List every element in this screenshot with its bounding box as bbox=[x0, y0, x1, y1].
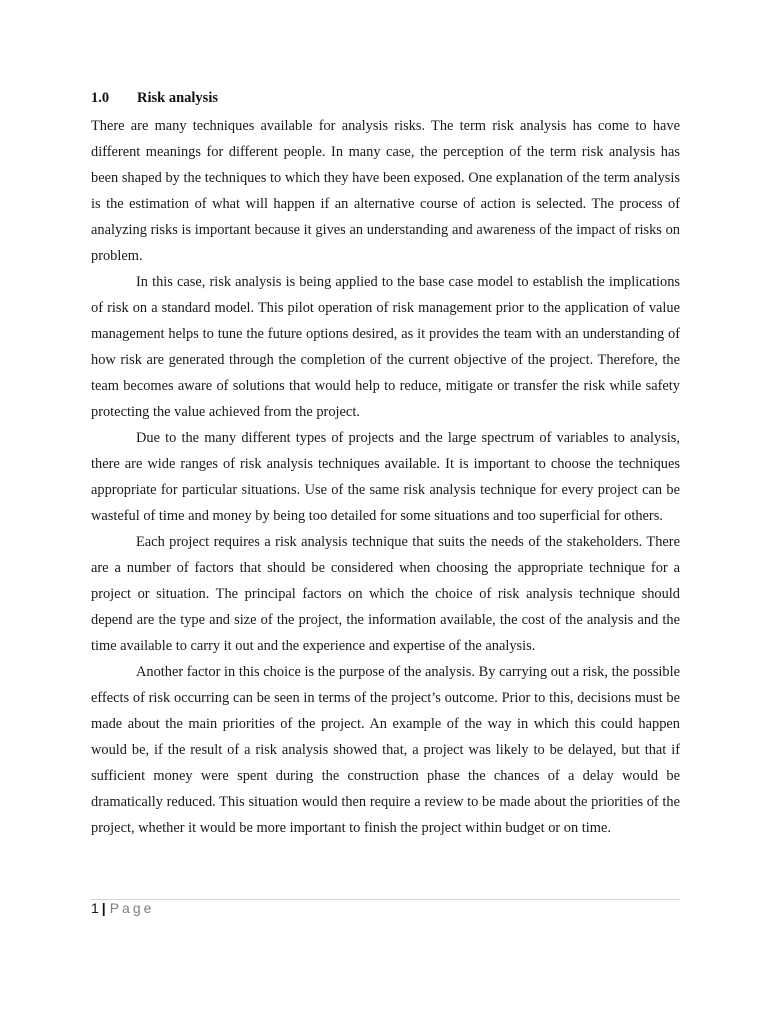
section-title: Risk analysis bbox=[137, 90, 218, 106]
paragraph-base-case: In this case, risk analysis is being applied to the base case model to establish the implications of risk on a standard model. This pilot operation of risk management prior to the application of value management helps to tune the future options desired, as it provides the team with an understanding of how risk are generated through the completion of the current objective of the project. Therefore, the team becomes aware of solutions that would help to reduce, mitigate or transfer the risk while safety protecting the value achieved from the project. bbox=[91, 274, 680, 420]
paragraph-project-types: Due to the many different types of projects and the large spectrum of variables to analysis, there are wide ranges of risk analysis techniques available. It is important to choose the techniques appropriate for particular situations. Use of the same risk analysis technique for every project can be wasteful of time and money by being too detailed for some situations and too superficial for others. bbox=[91, 430, 680, 524]
footer-divider bbox=[91, 899, 680, 900]
page-footer bbox=[91, 900, 154, 916]
footer-separator: | bbox=[101, 900, 106, 916]
paragraph-purpose: Another factor in this choice is the purpose of the analysis. By carrying out a risk, the possible effects of risk occurring can be seen in terms of the project’s outcome. Prior to this, decisions must be made about the main priorities of the project. An example of the way in which this could happen would be, if the result of a risk analysis showed that, a project was likely to be delayed, but that if sufficient money were spent during the construction phase the chances of a delay would be dramatically reduced. This situation would then require a review to be made about the priorities of the project, whether it would be more important to finish the project within budget or on time. bbox=[91, 664, 680, 836]
page-label: Page bbox=[109, 900, 155, 916]
body-text bbox=[91, 113, 680, 841]
section-heading bbox=[91, 90, 218, 107]
section-number: 1.0 bbox=[91, 90, 110, 106]
page-number: 1 bbox=[91, 900, 99, 916]
paragraph-intro: There are many techniques available for analysis risks. The term risk analysis has come to have different meanings for different people. In many case, the perception of the term risk analysis has been shaped by the techniques to which they have been exposed. One explanation of the term analysis is the estimation of what will happen if an alternative course of action is selected. The process of analyzing risks is important because it gives an understanding and awareness of the impact of risks on problem. bbox=[91, 118, 680, 264]
paragraph-stakeholders: Each project requires a risk analysis technique that suits the needs of the stakeholders. There are a number of factors that should be considered when choosing the appropriate technique for a project or situation. The principal factors on which the choice of risk analysis technique should depend are the type and size of the project, the information available, the cost of the analysis and the time available to carry it out and the experience and expertise of the analysis. bbox=[91, 534, 680, 654]
